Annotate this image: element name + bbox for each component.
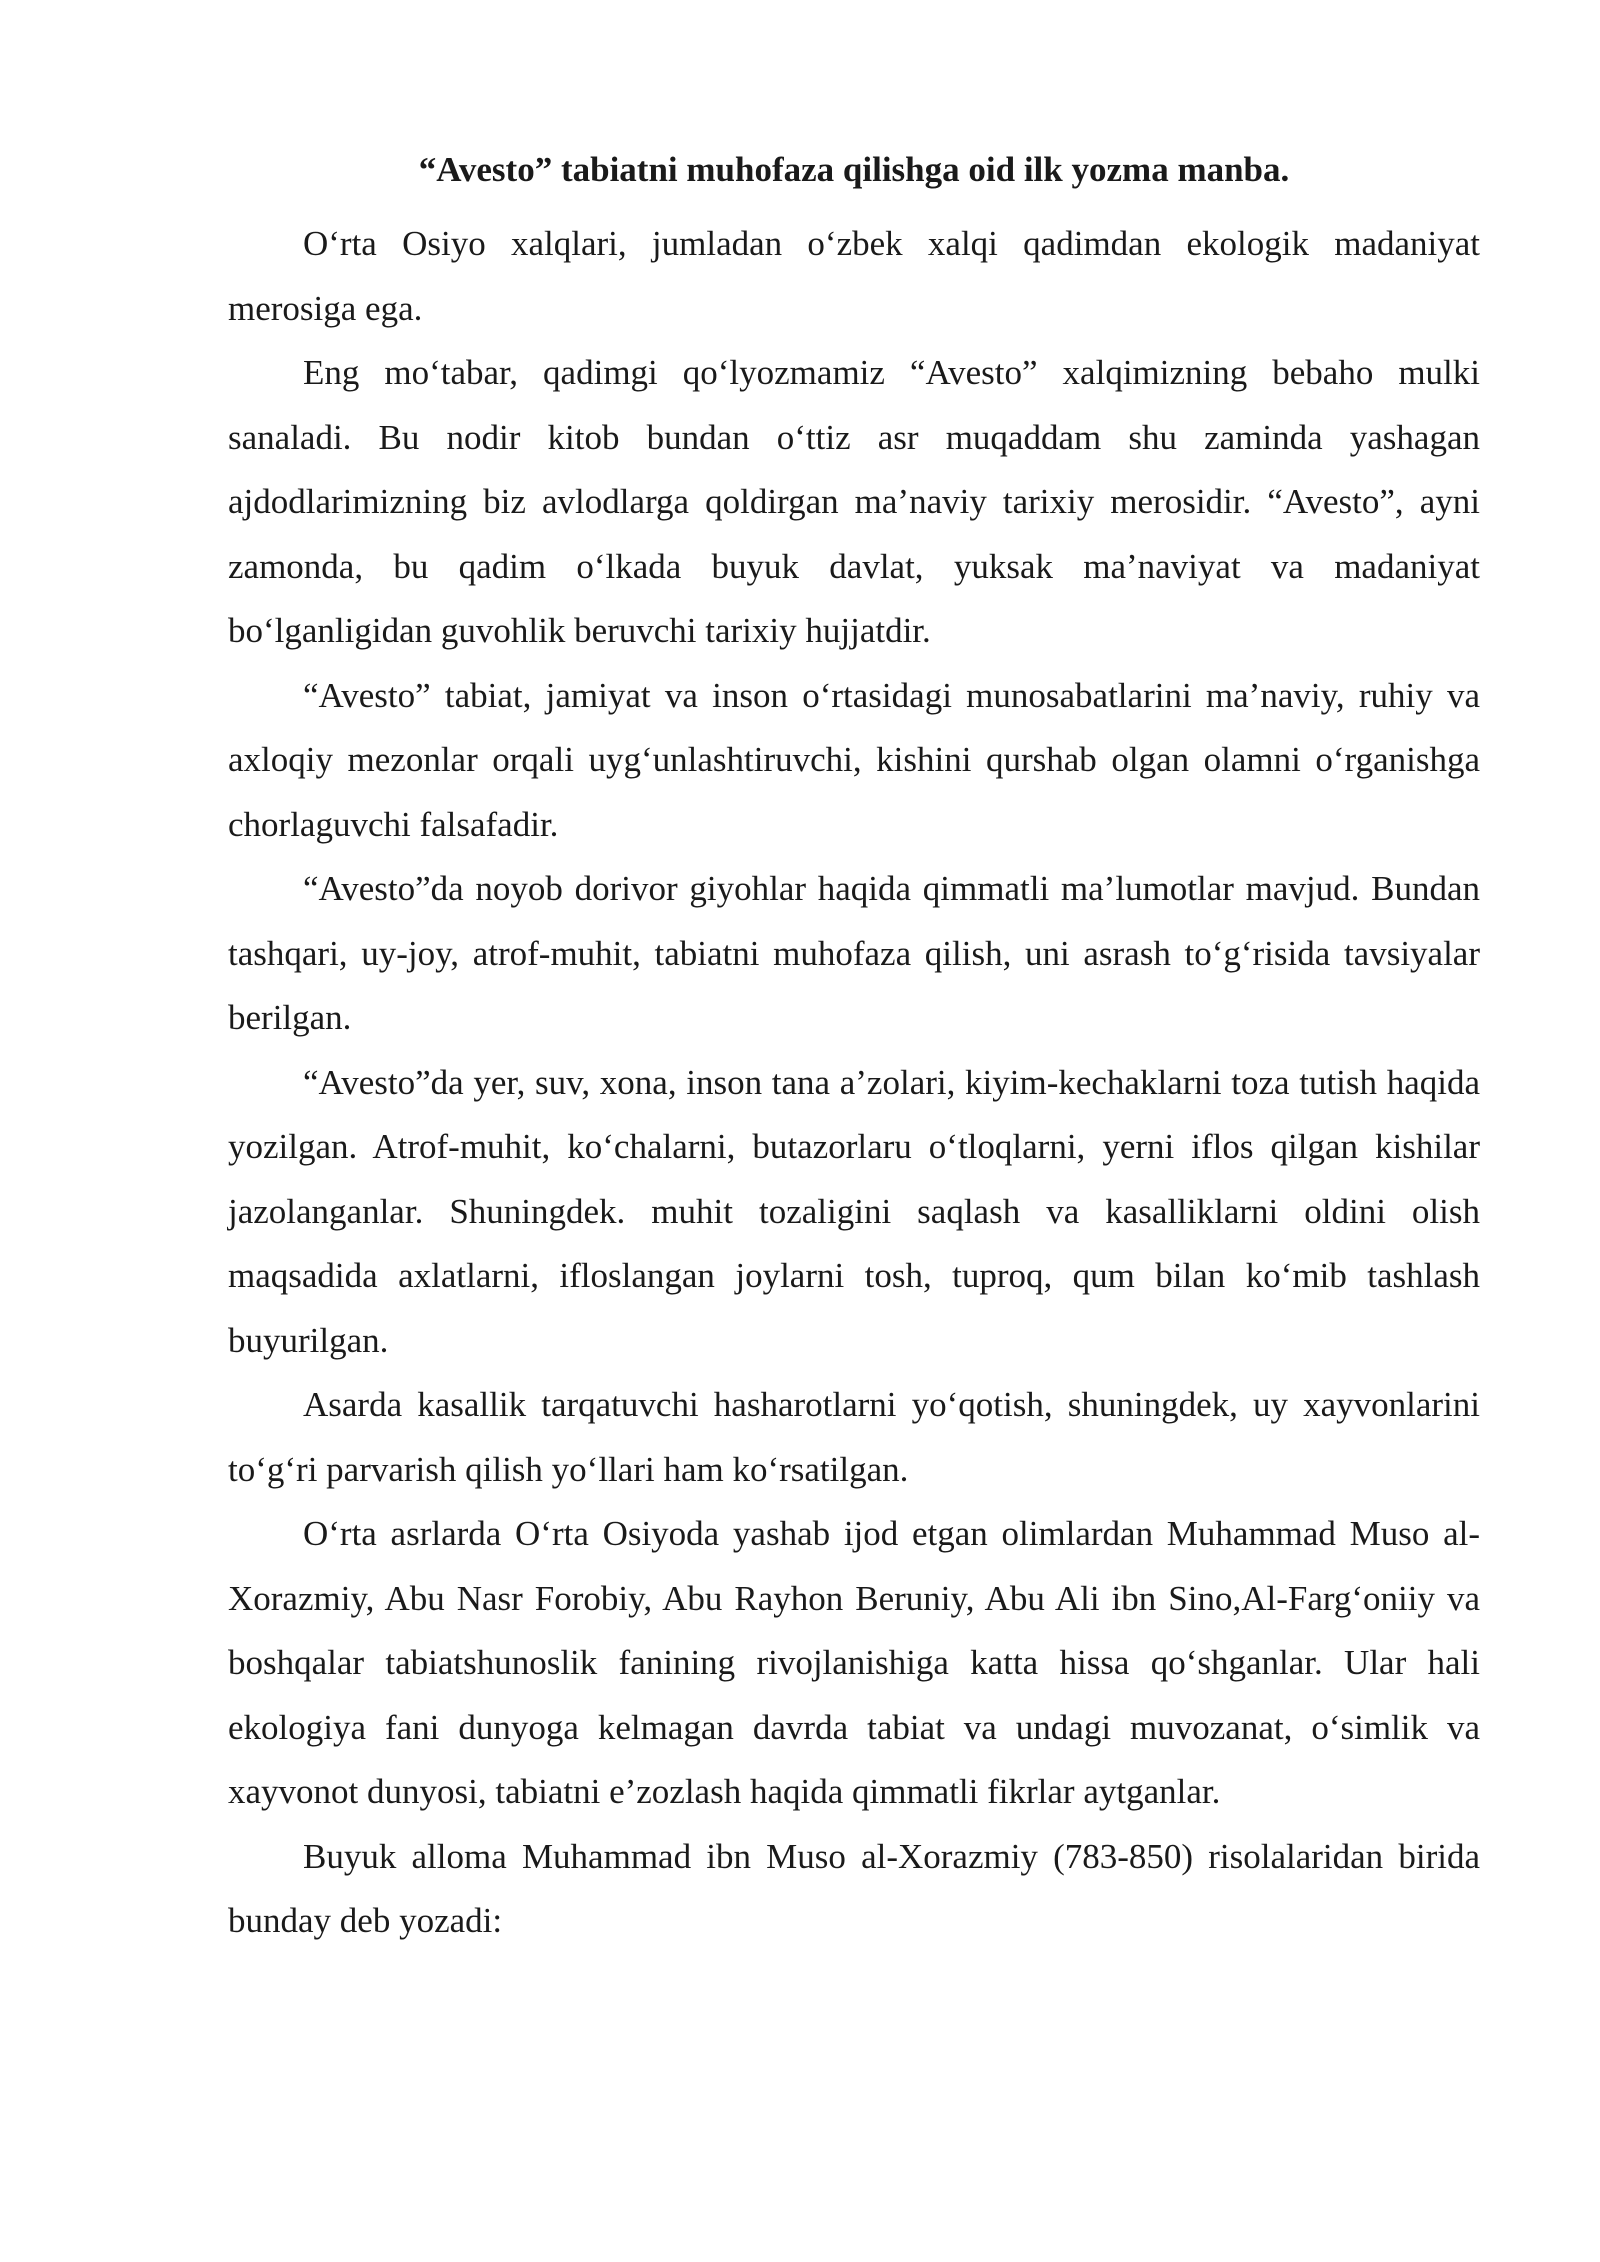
paragraph-7: O‘rta asrlarda O‘rta Osiyoda yashab ijod etgan olimlardan Muhammad Muso al-Xorazmiy, Abu Nasr Forobiy, Abu Rayhon Beruniy, Abu Ali ibn Sino,Al-Farg‘oniiy va boshqalar tabiatshunoslik fanining rivojlanishiga katta hissa qo‘shganlar. Ular hali ekologiya fani dunyoga kelmagan davrda tabiat va undagi muvozanat, o‘simlik va xayvonot dunyosi, tabiatni e’zozlash haqida qimmatli fikrlar aytganlar. (228, 1514, 1480, 1811)
paragraph-5: “Avesto”da yer, suv, xona, inson tana a’zolari, kiyim-kechaklarni toza tutish haqida yozilgan. Atrof-muhit, ko‘chalarni, butazorlaru o‘tloqlarni, yerni iflos qilgan kishilar jazolanganlar. Shuningdek. muhit tozaligini saqlash va kasalliklarni oldini olish maqsadida axlatlarni, ifloslangan joylarni tosh, tuproq, qum bilan ko‘mib tashlash buyurilgan. (228, 1062, 1480, 1360)
paragraph-1: O‘rta Osiyo xalqlari, jumladan o‘zbek xalqi qadimdan ekologik madaniyat merosiga ega. (228, 224, 1480, 328)
document-page (228, 150, 1480, 1954)
paragraph-6: Asarda kasallik tarqatuvchi hasharotlarni yo‘qotish, shuningdek, uy xayvonlarini to‘g‘ri parvarish qilish yo‘llari ham ko‘rsatilgan. (228, 1385, 1480, 1489)
paragraph-8: Buyuk alloma Muhammad ibn Muso al-Xorazmiy (783-850) risolalaridan birida bunday deb yozadi: (228, 1836, 1480, 1940)
paragraph-4: “Avesto”da noyob dorivor giyohlar haqida qimmatli ma’lumotlar mavjud. Bundan tashqari, uy-joy, atrof-muhit, tabiatni muhofaza qilish, uni asrash to‘g‘risida tavsiyalar berilgan. (228, 869, 1480, 1037)
paragraph-2: Eng mo‘tabar, qadimgi qo‘lyozmamiz “Avesto” xalqimizning bebaho mulki sanaladi. Bu nodir kitob bundan o‘ttiz asr muqaddam shu zaminda yashagan ajdodlarimizning biz avlodlarga qoldirgan ma’naviy tarixiy merosidir. “Avesto”, ayni zamonda, bu qadim o‘lkada buyuk davlat, yuksak ma’naviyat va madaniyat bo‘lganligidan guvohlik beruvchi tarixiy hujjatdir. (228, 353, 1480, 650)
paragraph-3: “Avesto” tabiat, jamiyat va inson o‘rtasidagi munosabatlarini ma’naviy, ruhiy va axloqiy mezonlar orqali uyg‘unlashtiruvchi, kishini qurshab olgan olamni o‘rganishga chorlaguvchi falsafadir. (228, 675, 1480, 844)
document-title: “Avesto” tabiatni muhofaza qilishga oid ilk yozma manba. (418, 150, 1290, 189)
